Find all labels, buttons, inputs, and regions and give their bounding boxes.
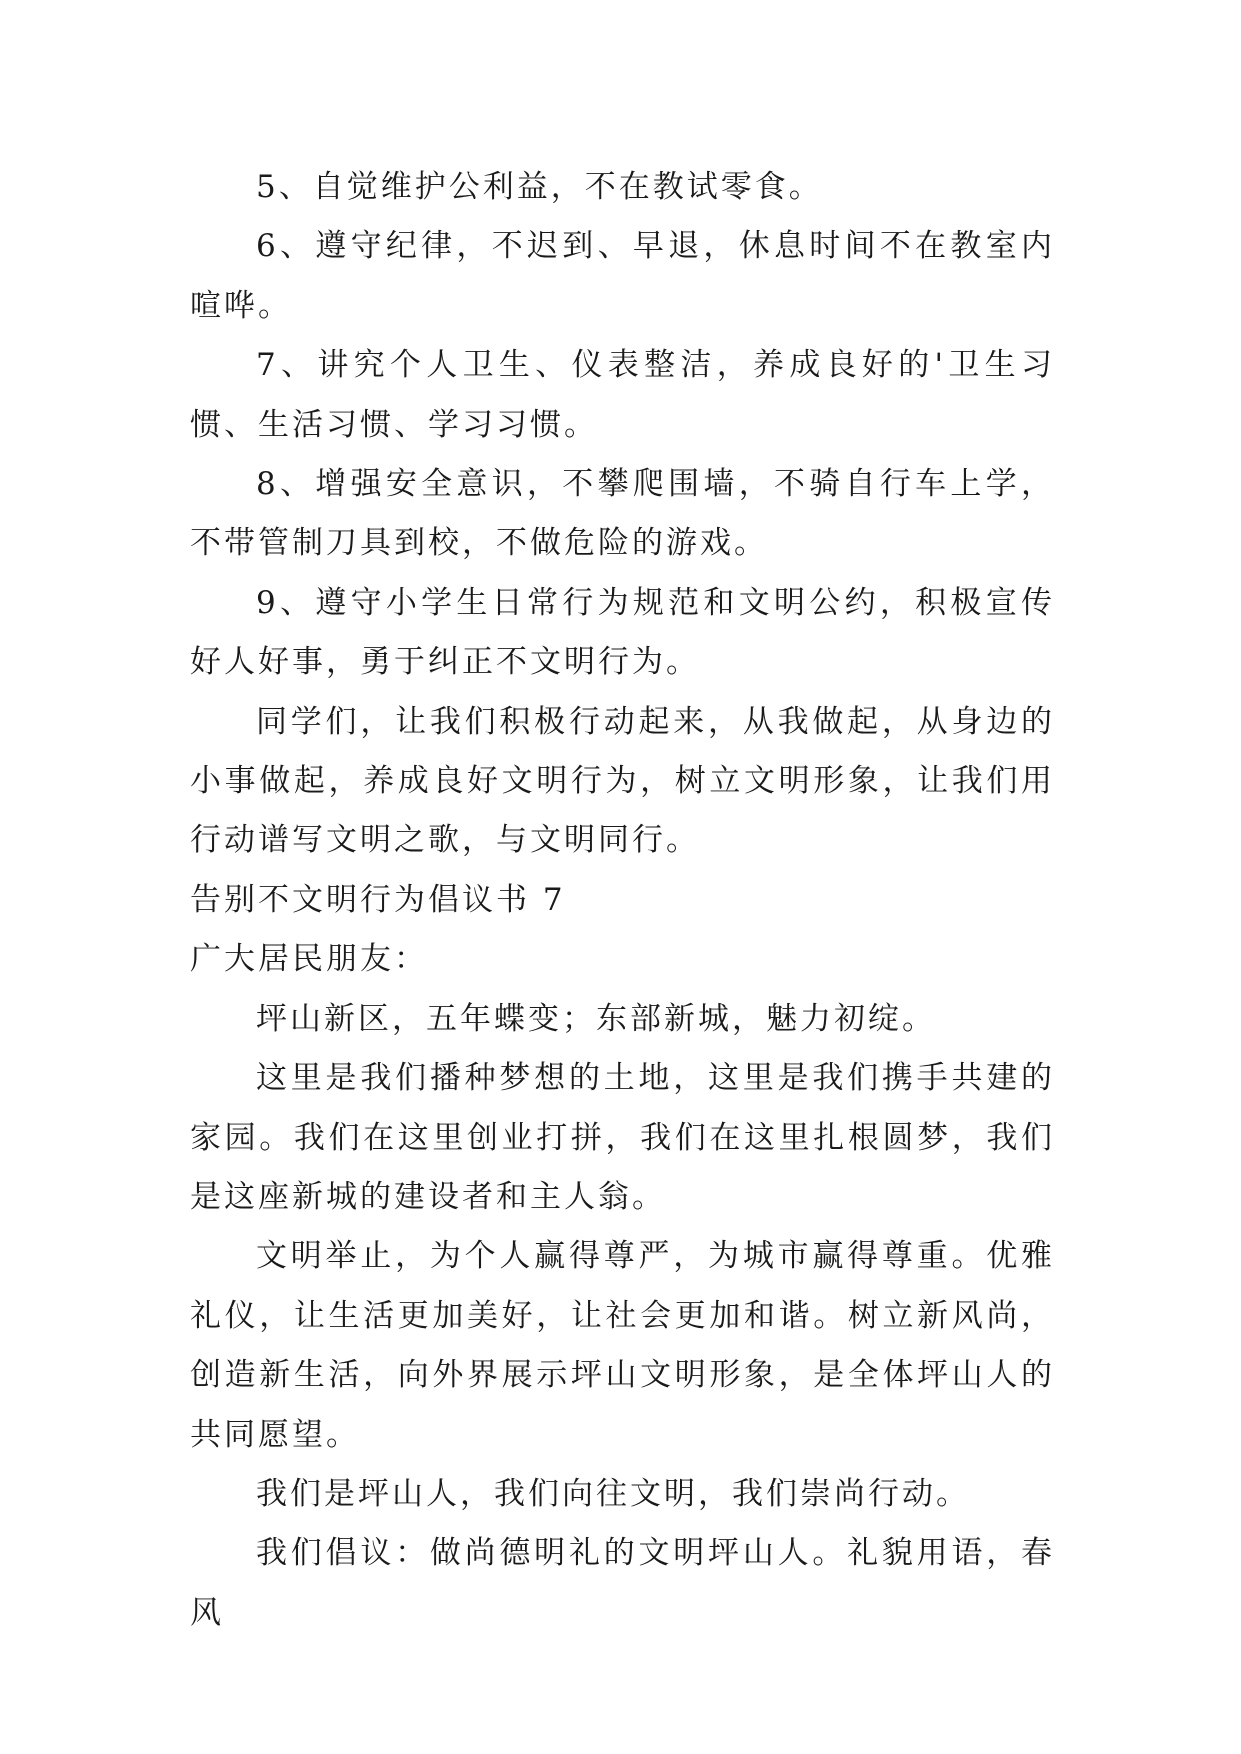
paragraph-item-5: 5、自觉维护公利益，不在教试零食。	[256, 169, 823, 205]
paragraph-item-8: 8、增强安全意识，不攀爬围墙，不骑自行车上学，不带管制刀具到校，不做危险的游戏。	[190, 466, 1055, 562]
section-title: 告别不文明行为倡议书 7	[190, 881, 566, 918]
closing-paragraph: 同学们，让我们积极行动起来，从我做起，从身边的小事做起，养成良好文明行为，树立文明形象，让我们用行动谱写文明之歌，与文明同行。	[190, 703, 1055, 859]
paragraph-item-6: 6、遵守纪律，不迟到、早退，休息时间不在教室内喧哗。	[190, 228, 1055, 324]
paragraph-item-7: 7、讲究个人卫生、仪表整洁，养成良好的'卫生习惯、生活习惯、学习习惯。	[190, 347, 1055, 443]
paragraph-civility: 文明举止，为个人赢得尊严，为城市赢得尊重。优雅礼仪，让生活更加美好，让社会更加和谐。树立新风尚，创造新生活，向外界展示坪山文明形象，是全体坪山人的共同愿望。	[190, 1238, 1055, 1453]
document-body	[190, 158, 1055, 1643]
paragraph-proposal: 我们倡议：做尚德明礼的文明坪山人。礼貌用语，春风	[190, 1535, 1055, 1631]
paragraph-intro: 坪山新区，五年蝶变；东部新城，魅力初绽。	[256, 1000, 936, 1037]
paragraph-homeland: 这里是我们播种梦想的土地，这里是我们携手共建的家园。我们在这里创业打拼，我们在这里扎根圆梦，我们是这座新城的建设者和主人翁。	[190, 1060, 1055, 1215]
salutation: 广大居民朋友：	[190, 941, 428, 978]
paragraph-we-are: 我们是坪山人，我们向往文明，我们崇尚行动。	[256, 1475, 970, 1512]
paragraph-item-9: 9、遵守小学生日常行为规范和文明公约，积极宣传好人好事，勇于纠正不文明行为。	[190, 584, 1055, 681]
